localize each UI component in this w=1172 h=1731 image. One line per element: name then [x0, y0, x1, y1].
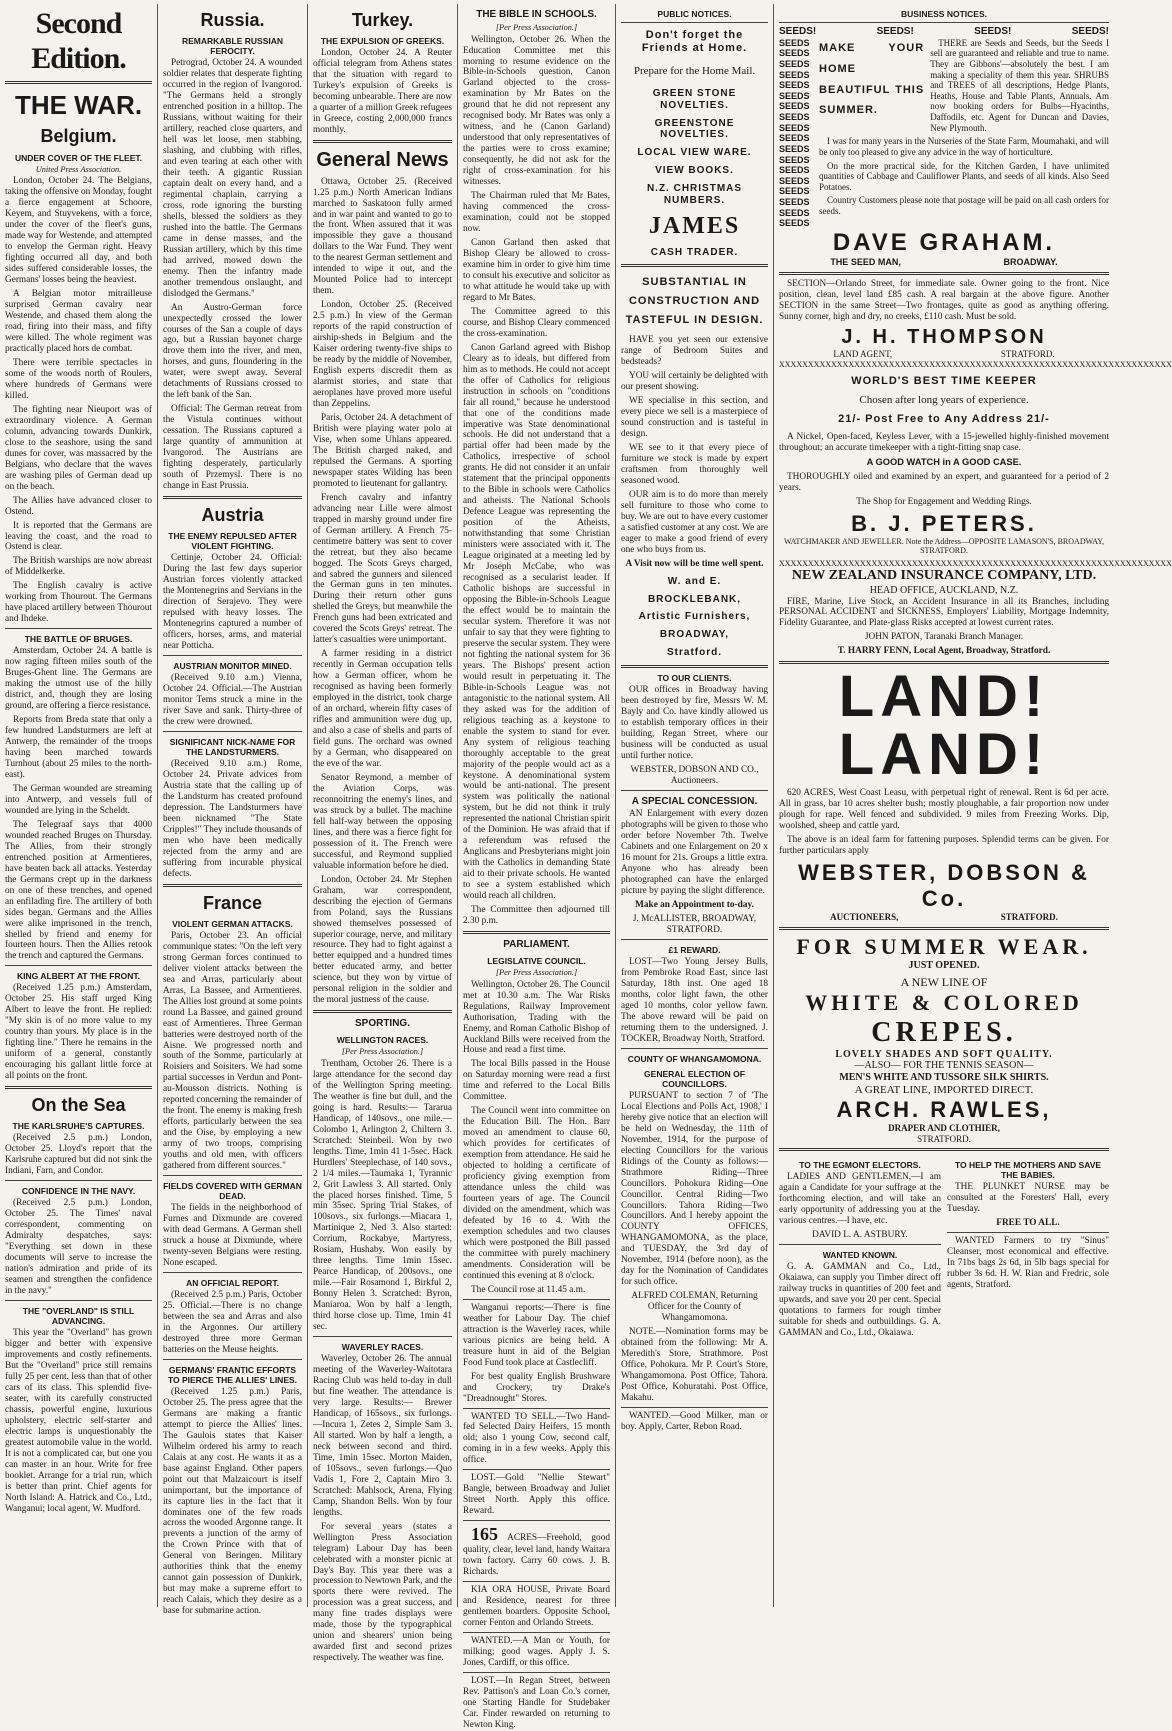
seeds-word: SEEDS — [779, 133, 810, 144]
seeds-word: SEEDS — [779, 207, 810, 218]
column-russia: Russia. REMARKABLE RUSSIAN FEROCITY. Petrograd, October 24. A wounded soldier relates that desperate fighting occurred in the region of Ivangorod. "The Germans held a strongly entrenched position in a hilltop. The Russians, without waiting for their artillery, reached close quarters, and hell was let loose, men stabbing, slashing, and clubbing with rifles, and even tearing at each other with their teeth. A gigantic Russian captain dealt on every hand, and a regimental chaplain, carrying a cross, rode ignoring the bursting shells, blessed the soldiers as they rushed into the battle. The Germans came in dense masses, and the Russian artillery, which by this time had arrived, mowed down the enemy. Then the infantry made another tremendous onslaught, and dislodged the Germans." An Austro-German force unexpectedly crossed the lower courses of the San a couple of days ago, but a Russian bayonet charge drove them into the river, and men, horses, and guns, floundering in the water, were swept away. Several detachments of Russians crossed to the left bank of the San. Official: The German retreat from the Vistula continues without cessation. The Russians captured a large quantity of ammunition at Ivangorod. The Austrians are fighting desperately, particularly south of Przemysl. There is no change in East Prussia. Austria THE ENEMY REPULSED AFTER VIOLENT FIGHTING. Cettinje, October 24. Official: During the last few days superior Austrian forces violently attacked the Montenegrins and Servians in the direction of Serajevo. They were repulsed with heavy losses. The Montenegrins captured a number of officers, horses, arms, and material near Potticha. AUSTRIAN MONITOR MINED. (Received 9.10 a.m.) Vienna, October 24. Official.—The Austrian monitor Tems struck a mine in the river Save and sank. Thirty-three of the crew were drowned. SIGNIFICANT NICK-NAME FOR THE LANDSTURMERS. (Received 9.10 a.m.) Rome, October 24. Private advices from Austria state that the calling up of the Landsturm has created profound depression. The Landsturmers have been nicknamed "The State Cripples!" They include thousands of men who have been medically rejected from the army and are suffering from incurable physical defects. France VIOLENT GERMAN ATTACKS. Paris, October 23. An official communique states: "On the left very strong German forces continued to deliver violent attacks between the sea and Arras, particularly about Arras, La Bassee, and Armentieres. The Allies lost ground at some points round La Bassee, and gained ground east of Armentieres. Three German batteries were destroyed north of the Aisne. We progressed north and south of the Somme, particularly at Roisiers and Soisiters. We had some partial successes in Verdun and Pont-au-Mousson districts. Nothing is reported concerning the remainder of the front. The enemy is making fresh efforts, particularly between the sea and the Oise, by employing a new army of two troops, comprising youths and old men, with officers gathered from different sources." FIELDS COVERED WITH GERMAN DEAD. The fields in the neighborhood of Furnes and Dixmunde are covered with dead Germans. A German shell struck a house at Dixmunde, where twenty-seven Belgians were resting. None escaped. AN OFFICIAL REPORT. (Received 2.5 p.m.) Paris, October 25. Official.—There is no change between the sea and Arras and also in the Argonnes. Our artillery destroyed three more German batteries on the Meuse heights. GERMANS' FRANTIC EFFORTS TO PIERCE THE ALLIES' LINES. (Received 1.25 p.m.) Paris, October 25. The press agree that the Germans are making a frantic attempt to pierce the Allies' lines. The Gaulois states that Kaiser Wilhelm ordered his army to reach Calais at any cost. He wants it as a base against England. Other papers point out that Malzaicourt is itself unimportant, but the importance of its capture lies in the fact that it dominates one of the few roads across the wooded Argonne range. It prevents a junction of the army of the Crown Prince with that of General von Beringen. Military authorities think that the enemy cannot gain possession of Dunkirk, but may make a supreme effort to reach Calais, which they desire as a base for submarine action. — [158, 4, 308, 1607]
seeds-word: SEEDS — [779, 154, 810, 165]
column-bible: THE BIBLE IN SCHOOLS. [Per Press Association.] Wellington, October 26. When the Education Committee met this morning to resume evidence on the Bible-in-Schools question, Canon Garland objected to the cross-examination by Mr Bates on the ground that he did not represent any recognised body. Mr Bates was only a witness, and he (Canon Garland) understood that only representatives of the parties were to cross examine; consequently, he did not ask for the right of cross-examination for his witnesses. The Chairman ruled that Mr Bates, having commenced the cross-examination, could not be stopped now. Canon Garland then asked that Bishop Cleary be allowed to cross-examine him in order to give him time to consult his executive and solicitor as to what attitude he would take up with regard to Mr Bates. The Committee agreed to this course, and Bishop Cleary commenced the cross-examination. Canon Garland agreed with Bishop Cleary as to ideals, but differed from him as to methods. He could not accept the offer of Catholics for religious instruction in schools on "conditions fair all round," because he understood that one of the conditions made imperative was State denominational schools. He did not understand that a partial offer had been made by the Catholics, irrespective of school grants. He did not consider it an unfair statement that the principal opponents to the Bible in schools were Catholics and atheists. The National Schools Defence League was representing the position of the Atheists, notwithstanding that some Christian ministers were associated with it. The League originated at a meeting led by Mr Joseph McCabe, who was recognised as a secularist leader. If Catholic bishops are successful in opposing the Bible-in-Schools League the effect would be to maintain the secular system. Therefore it was not unfair to say that they were fighting to preserve the secular system. They were not fighting the national system for 36 years. The Bishops' present action would result in perpetuating it. The Bible-in-Schools League was not antagonistic to the national system. All they asked was for the addition of religious teaching as a keystone to enable the system to stand for ever. Any system of religious teaching thoroughly acceptable to the great majority of the people would act as a keystone. A denominational system would be anti-national. The present system was politically the national system, but he did not think it truly represented the national Christian spirit of the Dominion. He was afraid that if a referendum was refused the Anglicans and Presbyterians might join with the Catholics in demanding State aid to their private schools. He wanted to see a system established which would reach all children. The Committee then adjourned till 2.30 p.m. PARLIAMENT. LEGISLATIVE COUNCIL. [Per Press Association.] Wellington, October 26. The Council met at 10.30 a.m. The War Risks Regulations, Railway Improvement Authorisation, Trading with the Enemy, and Roman Catholic Bishop of Auckland Bills were received from the House and read a first time. The local Bills passed in the House on Saturday morning were read a first time and referred to the Local Bills Committee. The Council went into committee on the Education Bill. The Hon. Barr moved an amendment to clause 60, which provides for certificates of exemption from attendance. He said he objected to holding a certificate of proficiency giving exemption from attendance unless the child was fourteen years of age. The Council divided on the amendment, which was defeated by 16 to 4. With the exemption schedules and two clauses which were postponed the Bill passed the committee with purely machinery amendments. Consideration will be continued this evening at 8 o'clock. The Council rose at 11.45 a.m. Wanganui reports:—There is fine weather for Labour Day. The chief attraction is the Waverley races, while various picnics are being held. A treasure hunt in aid of the Belgian Food Fund took place at Castlecliff. For best quality English Brushware and Crockery, try Drake's "Dreadnought" Stores. WANTED TO SELL.—Two Hand-fed Selected Dairy Heifers, 15 month old; also 1 young Cow, second calf, coming in in a few weeks. Apply this office. LOST.—Gold "Nellie Stewart" Bangle, between Broadway and Juliet Street North. Apply this office. Reward. 165 ACRES—Freehold, good quality, clear, level land, handy Waitara town factory. Carry 60 cows. J. B. Richards. KIA ORA HOUSE, Private Board and Residence, nearest for three gentlemen boarders. Opposite School, corner Fenton and Orlando Streets. WANTED.—A Man or Youth, for milking; good wages. Apply J. S. Jones, Cardiff, or this office. LOST.—In Regan Street, between Rev. Pattison's and Loan Co.'s corner, one Starting Handle for Studebaker Car. Finder rewarded on returning to Newton King. — [458, 4, 616, 1607]
column-turkey: Turkey. THE EXPULSION OF GREEKS. London, October 24. A Reuter official telegram from Athens states that the situation with regard to Turkey's expulsion of Greeks is becoming unbearable. There are now a quarter of a million Greek refugees in Greece, costing 2,000,000 francs monthly. General News Ottawa, October 25. (Received 1.25 p.m.) North American Indians marched to Saskatoon fully armed and in war paint and wanted to go to the front. When assured that it was impossible they gave a thousand dollars to the War Fund. They went to the nearest German settlement and intended to wipe it out, and the Mounted Police had to intercept them. London, October 25. (Received 2.5 p.m.) In view of the German reports of the rapid construction of airship-sheds in Belgium and the Kaiser ordering twenty-five ships to be ready by the middle of November, English experts discredit them as alarmist stories, and state that aeroplanes have proved more useful than Zeppelins. Paris, October 24. A detachment of British were playing water polo at Vise, when some Uhlans appeared. The British charged naked, and repulsed the Germans. A sporting newspaper states Wilding has been promoted to lieutenant for gallantry. French cavalry and infantry advancing near Lille were almost trapped in marshy ground under fire of German artillery. A French 75-centimetre battery was sent to cover the retreat, but they also became bogged. The Scots Greys charged, and sabred the gunners and silenced the German guns in ten minutes. During their return other guns shelled the Greys, but meanwhile the French guns had been extricated and covered the Scots Greys' retreat. The latter's casualties were unimportant. A farmer residing in a district recently in German occupation tells how a German officer, whom he recognised as having been formerly employed in the district, took charge of an orchard, wherein fifty cases of rifles and ammunition were dug up, and also a case of shells and parts of field guns. The orchard was owned by a German, who disappeared on the eve of the war. Senator Reymond, a member of the Aviation Corps, was reconnoitring the enemy's lines, and was struck by a bullet. The machine fell half-way between the opposing lines, and there was a fierce fight for possession of it. The French were successful, and Reymond supplied valuable information before he died. London, October 24. Mr Stephen Graham, war correspondent, describing the ejection of Germans from Poland, says the Russians showed themselves possessed of superior courage, nerve, and military resource. They had to fight against a better equipped and a hundred times better educated army, and better science, but they won by virtue of personal religion in the soldier and the moral justness of the cause. SPORTING. WELLINGTON RACES. [Per Press Association.] Trentham, October 26. There is a large attendance for the second day of the Wellington Spring meeting. The weather is fine but dull, and the going is hard. Results:— Tararua Handicap, of 140sovs., one mile.—Colombo 1, Arlington 2, Chiltern 3. Scratched: Steinbeil. Won by two lengths. Time, 1min 41 1-5sec. Hack Hurdlers' Steeplechase, of 140 sovs., 2 1/4 miles.—Taumaka 1, Tyrannic 2, Grit Lawless 3. All started. Only the placed horses finished. Time, 5 min 35sec. Spring Trial Stakes, of 100sovs., six furlongs.—Miacara 1, Martinique 2, Ned 3. Also started: Corrium, Rockabye, Martyress, Rosiam, Hushaby. Won easily by three lengths. Time 1min 15sec. Pearce Handicap, of 200sovs., one mile.—Fair Rosamond 1, Birkful 2, Bonny Helen 3. Scratched: Byron, Maniaroa. Won by half a length, third horse close up. Time, 1min 41 sec. WAVERLEY RACES. Waverley, October 26. The annual meeting of the Waverley-Waitotara Racing Club was held to-day in dull but fine weather. The attendance is very large. Results:— Brewer Handicap, of 165sovs., six furlongs.—Incura 1, Zetes 2, Simple Sam 3. All started. Won by half a length, a neck between second and third. Time, 1min 15sec. Morton Maiden, of 105sovs., seven furlongs.—Quo Vadis 1, Fore 2, Captain Miro 3. Scratched: Mahlsock, Arena, Flying Camp, Shandon Bells. Won by four lengths. For several years (states a Wellington Press Association telegram) Labour Day has been celebrated with a monster picnic at Day's Bay. This year there was a procession to Newtown Park, and the sports there were revived. The procession was a great success, and many fine trades displays were made, those by the typographical union and shearers' union being awarded first and second prizes respectively. The weather was fine. — [308, 4, 458, 1607]
seeds-word: SEEDS — [779, 48, 810, 59]
sporting-heading: SPORTING. — [354, 1018, 410, 1030]
seeds-word: SEEDS — [779, 69, 810, 80]
cover-heading: UNDER COVER OF THE FLEET. — [14, 152, 143, 163]
public-notices-heading: PUBLIC NOTICES. — [657, 9, 732, 19]
austria-heading: Austria — [201, 505, 264, 526]
general-news-heading: General News — [316, 149, 449, 171]
seeds-word: SEEDS — [779, 112, 810, 123]
column-public-notices: PUBLIC NOTICES. Don't forget the Friends at Home. Prepare for the Home Mail. GREEN STONE NOVELTIES. GREENSTONE NOVELTIES. LOCAL VIEW WARE. VIEW BOOKS. N.Z. CHRISTMAS NUMBERS. JAMES CASH TRADER. SUBSTANTIAL IN CONSTRUCTION AND TASTEFUL IN DESIGN. HAVE you yet seen our extensive range of Bedroom Suites and bedsteads? YOU will certainly be delighted with our present showing. WE specialise in this section, and every piece we sell is a masterpiece of sound construction and is tasteful in design. WE see to it that every piece of furniture we stock is made by expert craftsmen from thoroughly well seasoned wood. OUR aim is to do more than merely sell furniture to those who come to buy. We are out to have every customer a satisfied customer at any cost. We are eager to make a good friend of every one who buys from us. A Visit now will be time well spent. W. and E. BROCKLEBANK, Artistic Furnishers, BROADWAY, Stratford. TO OUR CLIENTS. OUR offices in Broadway having been destroyed by fire, Messrs W. M. Bayly and Co. have kindly allowed us to establish temporary offices in their building, Regan Street, where our business will be conducted as usual until further notice. WEBSTER, DOBSON AND CO., Auctioneers. A SPECIAL CONCESSION. AN Enlargement with every dozen photographs will be given to those who order before November 7th. Twelve Cabinets and one Enlargement on 20 x 16 mount for 21s. Groups a little extra. Anyone who has already been photographed can have the enlarged picture by paying the slight difference. Make an Appointment to-day. J. McALLISTER, BROADWAY, STRATFORD. £1 REWARD. LOST—Two Young Jersey Bulls, from Pembroke Road East, since last Saturday, 18th inst. One aged 18 months, color light fawn, the other aged 10 months, color yellow fawn. The above reward will be paid on returning them to the undersigned. J. TOCKER, Broadway North, Stratford. COUNTY OF WHANGAMOMONA. GENERAL ELECTION OF COUNCILLORS. PURSUANT to section 7 of 'The Local Elections and Polls Act, 1908,' I hereby give notice that an election will be held on Wednesday, the 11th of November, 1914, for the purpose of electing Councillors for the various Ridings of the County as follows:— Strathmore Riding—Three Councillors. Pohokura Riding—One Councillor. Central Riding—Two Councillors. Tahora Riding—Two Councillors. And I hereby appoint the COUNTY OFFICES, WHANGAMOMONA, as the place, and TUESDAY, the 3rd day of November, 1914 (before noon), as the day for the Nomination of Candidates for such office. ALFRED COLEMAN, Returning Officer for the County of Whangamomona. NOTE.—Nomination forms may be obtained from the following: Mr A. Meredith's Store, Strathmore. Post Office, Pohokura. Mr P. Court's Store, Whangamomona. Post Office, Tahora. Post Office, Kohuratahi. Post Office, Makahu. WANTED.—Good Milker, man or boy. Apply, Carter, Rebon Road. — [616, 4, 774, 1607]
seeds-word: SEEDS — [779, 80, 810, 91]
column-war: Second Edition. THE WAR. Belgium. UNDER COVER OF THE FLEET. United Press Association. London, October 24. The Belgians, taking the offensive on Monday, fought a fierce engagement at Schoore, Keyem, and Stuyvekens, with a force, under the cover of the fleet's guns, made way for Westende, and attempted to envelop the German right. Heavy fighting occurred all day, and both sides suffered considerable losses, the Germans' losses being the heaviest. A Belgian motor mitrailleuse surprised German cavalry near Westende, and chased them along the road, firing into their mass, and fifty were killed. The whole regiment was practically placed hors de combat. There were terrible spectacles in some of the woods north of Roulers, where hundreds of Germans were killed. The fighting near Nieuport was of extraordinary violence. A German column, advancing towards Dunkirk, close to the seashore, using the sand dunes for cover, was massacred by the Belgians, who declare that the waves are washing piles of German dead up on the beach. The Allies have advanced closer to Ostend. It is reported that the Germans are leaving the coast, and the road to Ostend is clear. The British warships are now abreast of Middelkerke. The English cavalry is active working from Thourout. The Germans have placed artillery between Thourout and Ihdeke. THE BATTLE OF BRUGES. Amsterdam, October 24. A battle is now raging fifteen miles south of the Bruges-Ghent line. The Germans are making the utmost use of the hilly district, and, though they are losing ground, are offering a fierce resistance. Reports from Breda state that only a few hundred Landsturmers are left at Antwerp, the remainder of the troops having been marched towards Turnhout (about 25 miles to the north-east). The German wounded are streaming into Antwerp, and vessels full of wounded are lying in the Scheldt. The Telegraaf says that 4000 wounded reached Bruges on Thursday. The Allies, from their strongly entrenched position at Armentieres, have beaten back all attacks. Yesterday the Germans crept up in the darkness on one of these trenches, and opened an enfilading fire. The artillery of both sides began. Germans and the Allies were alike imprisoned in the trench, shelled by friend and enemy for fourteen hours. Then the Allies retook the trench and captured the Germans. KING ALBERT AT THE FRONT. (Received 1.25 p.m.) Amsterdam, October 25. His staff urged King Albert to leave the front. He replied: "My skin is of no more value to my country than yours. My place is in the fighting line." There he remains in the uniform of a general, constantly encouraging his gallant little force at all points on the front. On the Sea THE KARLSRUHE'S CAPTURES. (Received 2.5 p.m.) London, October 25. Lloyd's report that the Karlsruhe captured but did not sink the Indiani, Farn, and Condor. CONFIDENCE IN THE NAVY. (Received 2.5 p.m.) London, October 25. The Times' naval correspondent, commenting on Admiralty despatches, says: "Everything set down in these documents will serve to increase the nation's admiration and pride of its seamen and strengthen the confidence in the navy." THE "OVERLAND" IS STILL ADVANCING. This year the "Overland" has grown bigger and better with expensive improvements and costly refinements. But the "Overland" price still remains fully 25 per cent. less than that of other cars of its class. This splendid five-seater, with its carefully constructed chassis, powerful engine, luxurious upholstery, electric self-starter and electric lamps is unquestionably the greatest automobile value in the world. It is not a complicated car, but one you can master in an hour. Write for free booklet. Arrange for a trial run, which is better than print. Chief agents for North Island: A. Hatrick and Co., Ltd., Wanganui; local agent, W. Mudford. — [0, 4, 158, 1607]
business-notices-heading: BUSINESS NOTICES. — [901, 9, 987, 19]
seeds-column — [779, 38, 813, 229]
seeds-word: SEEDS — [779, 90, 810, 101]
column-business-notices: BUSINESS NOTICES. SEEDS! SEEDS! SEEDS! SEEDS! SEEDS SEEDS SEEDS SEEDS SEEDS SEEDS SEEDS SEEDS SEEDS SEEDS SEEDS SEEDS SEEDS SEEDS SEEDS SEEDS SEEDS SEEDS MAKE YOUR HOME BEAUTIFUL THIS SUMMER. THERE are Seeds and Seeds, but the Seeds I sell are guaranteed and reliable and true to name. They are Gibbons'—absolutely the best. I am making a speciality of them this year. SHRUBS and TREES of all descriptions, Hedge Plants, Heaths, House and Table Plants, Annuals. Am now booking orders for Bulbs—Hyacinths, Daffodils, etc. Agent for Duncan and Davies, New Plymouth. I was for many years in the Nurseries of the State Farm, Moumahaki, and will be only too pleased to give any advice in the way of horticulture. On the more practical side, for the Kitchen Garden, I have unlimited quantities of Cabbage and Cauliflower Plants, and seeds of all kinds. Also Seed Potatoes. Country Customers please note that postage will be paid on all cash orders for seeds. DAVE GRAHAM. THE SEED MAN, BROADWAY. SECTION—Orlando Street, for immediate sale. Owner going to the front. Nice position, clean, level land £85 cash. A real bargain at the above figure. Another SECTION in the same Street—Two frontages, quite as good as anything offering. Sunny corner, high and dry, no creeks, £110 cash. Must be sold. J. H. THOMPSON LAND AGENT, STRATFORD. XXXXXXXXXXXXXXXXXXXXXXXXXXXXXXXXXXXXXXXXXXXXXXXXXXXXXXXXXXXXXXXXXXXX WORLD'S BEST TIME KEEPER Chosen after long years of experience. 21/- Post Free to Any Address 21/- A Nickel, Open-faced, Keyless Lever, with a 15-jewelled highly-finished movement throughout; an accurate timekeeper with a tight-fitting snap case. A GOOD WATCH in A GOOD CASE. THOROUGHLY oiled and examined by an expert, and guaranteed for a period of 2 years. The Shop for Engagement and Wedding Rings. B. J. PETERS. WATCHMAKER AND JEWELLER. Note the Address—OPPOSITE LAMASON'S, BROADWAY, STRATFORD. XXXXXXXXXXXXXXXXXXXXXXXXXXXXXXXXXXXXXXXXXXXXXXXXXXXXXXXXXXXXXXXXXXXX NEW ZEALAND INSURANCE COMPANY, LTD. HEAD OFFICE, AUCKLAND, N.Z. FIRE, Marine, Live Stock, an Accident Insurance in all its Branches, including PERSONAL ACCIDENT and SICKNESS, Employers' Liability, Mortgage Indemnity, Fidelity Guarantee, and Plate-glass Risks accepted at lowest current rates. JOHN PATON, Taranaki Branch Manager. T. HARRY FENN, Local Agent, Broadway, Stratford. LAND! LAND! 620 ACRES, West Coast Leasu, with perpetual right of renewal. Rent is 6d per acre. All in grass, bar 10 acres shelter bush; mostly ploughable, a fair proportion now under plough for rape. Well fenced and subdivided. 9 miles from Freezing Works. Dip, woolshed, sheep and cattle yard. The above is an ideal farm for fattening purposes. Splendid terms can be given. For further particulars apply WEBSTER, DOBSON & Co. AUCTIONEERS, STRATFORD. FOR SUMMER WEAR. JUST OPENED. A NEW LINE OF WHITE & COLORED CREPES. LOVELY SHADES AND SOFT QUALITY. —ALSO— FOR THE TENNIS SEASON— MEN'S WHITE AND TUSSORE SILK SHIRTS. A GREAT LINE, IMPORTED DIRECT. ARCH. RAWLES, DRAPER AND CLOTHIER, STRATFORD. TO THE EGMONT ELECTORS. LADIES AND GENTLEMEN,—I am again a Candidate for your suffrage at the forthcoming election, and will take an early opportunity of addressing you at the various centres.—I have, etc. DAVID L. A. ASTBURY. WANTED KNOWN. G. A. GAMMAN and Co., Ltd., Okaiawa, can supply you Timber direct off railway trucks in quantities of 200 feet and upwards, and save you 20 per cent. Special quotations to farmers for rough timber suitable for sheds and outbuildings. G. A. GAMMAN and Co., Ltd., Okaiawa. TO HELP THE MOTHERS AND SAVE THE BABIES. THE PLUNKET NURSE may be consulted at the Foresters' Hall, every Tuesday. FREE TO ALL. WANTED Farmers to try "Sinus" Cleanser, most economical and effective. In 71bs bags 2s 6d, in 5lb bags special for rubber 3s 6d. H. W. Rian and Fredric, sole agents, Stratford. — [779, 9, 1172, 1338]
seeds-word: SEEDS — [779, 143, 810, 154]
war-title: THE WAR. — [14, 89, 143, 120]
seeds-word: SEEDS — [779, 196, 810, 207]
sea-heading: On the Sea — [31, 1095, 126, 1116]
dave-graham: DAVE GRAHAM. — [832, 228, 1056, 256]
land-headline: LAND! LAND! — [838, 664, 1050, 788]
belgium-heading: Belgium. — [40, 126, 117, 147]
seeds-word: SEEDS — [779, 218, 810, 229]
edition-title: Second Edition. — [31, 7, 126, 76]
seeds-word: SEEDS — [779, 175, 810, 186]
seeds-word: SEEDS — [779, 165, 810, 176]
seeds-word: SEEDS — [779, 59, 810, 70]
seeds-word: SEEDS — [779, 37, 810, 48]
bruges-heading: THE BATTLE OF BRUGES. — [24, 634, 133, 645]
seeds-word: SEEDS — [779, 101, 810, 112]
france-heading: France — [202, 892, 263, 913]
bible-heading: THE BIBLE IN SCHOOLS. — [476, 9, 597, 20]
albert-heading: KING ALBERT AT THE FRONT. — [17, 971, 140, 982]
turkey-heading: Turkey. — [351, 10, 414, 30]
seeds-word: SEEDS — [779, 186, 810, 197]
russia-heading: Russia. — [200, 10, 265, 30]
seeds-word: SEEDS — [779, 122, 810, 133]
